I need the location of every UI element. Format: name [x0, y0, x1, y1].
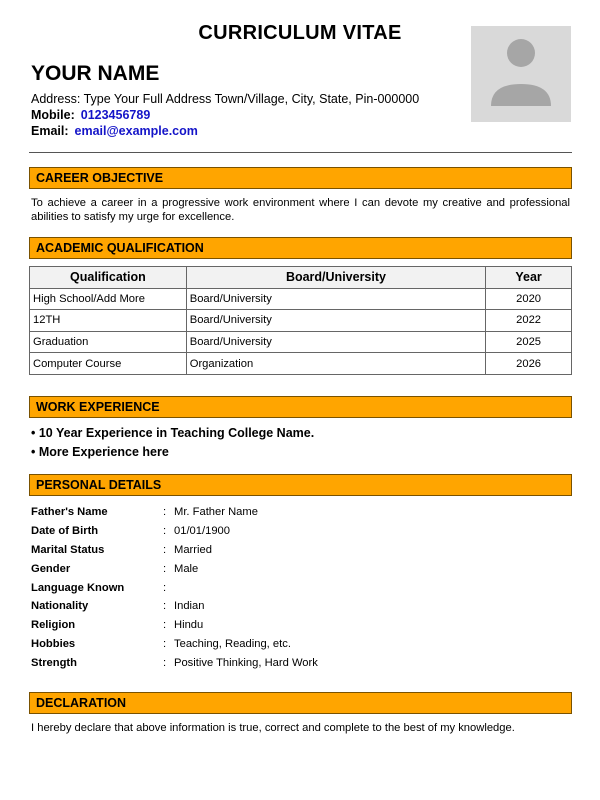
detail-separator: :: [163, 563, 167, 575]
detail-value: Teaching, Reading, etc.: [174, 638, 291, 650]
detail-value: Mr. Father Name: [174, 506, 258, 518]
section-heading-personal-details: PERSONAL DETAILS: [29, 474, 572, 496]
detail-label: Marital Status: [31, 544, 105, 556]
cell-board: Board/University: [186, 310, 485, 332]
cell-year: 2022: [486, 310, 572, 332]
personal-detail-row: [31, 525, 571, 541]
detail-label: Nationality: [31, 600, 89, 612]
mobile-number[interactable]: 0123456789: [80, 108, 151, 122]
detail-label: Language Known: [31, 582, 125, 594]
detail-separator: :: [163, 638, 167, 650]
cell-board: Organization: [186, 353, 485, 375]
detail-value: Indian: [174, 600, 205, 612]
cell-year: 2025: [486, 331, 572, 353]
column-header-qualification: Qualification: [30, 267, 187, 289]
table-header-row: [30, 267, 572, 289]
career-objective-text: To achieve a career in a progressive work environment where I can devote my creative and professional abilities to satisfy my urge for excellence.: [31, 197, 570, 223]
detail-value: Hindu: [174, 619, 204, 631]
detail-separator: :: [163, 619, 167, 631]
document-title: CURRICULUM VITAE: [198, 22, 402, 44]
work-experience-item: • More Experience here: [31, 445, 169, 459]
work-experience-item: • 10 Year Experience in Teaching College Name.: [31, 426, 315, 440]
academic-table: [29, 266, 572, 375]
section-heading-academic: ACADEMIC QUALIFICATION: [29, 237, 572, 259]
detail-value: Married: [174, 544, 212, 556]
cell-board: Board/University: [186, 288, 485, 310]
personal-detail-row: [31, 506, 571, 522]
personal-detail-row: [31, 563, 571, 579]
cell-board: Board/University: [186, 331, 485, 353]
mobile-line: [31, 108, 150, 122]
declaration-text: I hereby declare that above information is true, correct and complete to the best of my knowledge.: [31, 722, 515, 734]
table-row: [30, 353, 572, 375]
cell-qualification: High School/Add More: [30, 288, 187, 310]
detail-value: Positive Thinking, Hard Work: [174, 657, 318, 669]
personal-detail-row: [31, 638, 571, 654]
avatar-placeholder-icon: [471, 26, 571, 122]
table-row: [30, 310, 572, 332]
header-divider: [29, 152, 572, 153]
detail-separator: :: [163, 544, 167, 556]
detail-separator: :: [163, 506, 167, 518]
cell-qualification: 12TH: [30, 310, 187, 332]
cell-year: 2020: [486, 288, 572, 310]
detail-separator: :: [163, 582, 167, 594]
personal-detail-row: [31, 544, 571, 560]
candidate-name: YOUR NAME: [31, 62, 160, 85]
detail-value: Male: [174, 563, 199, 575]
section-heading-work-experience: WORK EXPERIENCE: [29, 396, 572, 418]
detail-separator: :: [163, 525, 167, 537]
column-header-board: Board/University: [186, 267, 485, 289]
mobile-label: Mobile:: [31, 108, 75, 122]
detail-label: Hobbies: [31, 638, 76, 650]
detail-separator: :: [163, 600, 167, 612]
section-heading-career-objective: CAREER OBJECTIVE: [29, 167, 572, 189]
personal-detail-row: [31, 600, 571, 616]
cell-qualification: Computer Course: [30, 353, 187, 375]
detail-label: Date of Birth: [31, 525, 99, 537]
address-line: Address: Type Your Full Address Town/Village, City, State, Pin-000000: [31, 92, 420, 106]
detail-separator: :: [163, 657, 167, 669]
cell-qualification: Graduation: [30, 331, 187, 353]
personal-detail-row: [31, 619, 571, 635]
personal-detail-row: [31, 657, 571, 673]
cell-year: 2026: [486, 353, 572, 375]
email-line: [31, 124, 198, 138]
personal-detail-row: [31, 582, 571, 598]
email-link[interactable]: email@example.com: [74, 124, 198, 138]
table-row: [30, 331, 572, 353]
detail-label: Religion: [31, 619, 76, 631]
section-heading-declaration: DECLARATION: [29, 692, 572, 714]
detail-label: Father's Name: [31, 506, 108, 518]
detail-value: 01/01/1900: [174, 525, 230, 537]
column-header-year: Year: [486, 267, 572, 289]
detail-label: Strength: [31, 657, 77, 669]
email-label: Email:: [31, 124, 69, 138]
detail-label: Gender: [31, 563, 71, 575]
profile-photo[interactable]: [471, 26, 571, 122]
table-row: [30, 288, 572, 310]
